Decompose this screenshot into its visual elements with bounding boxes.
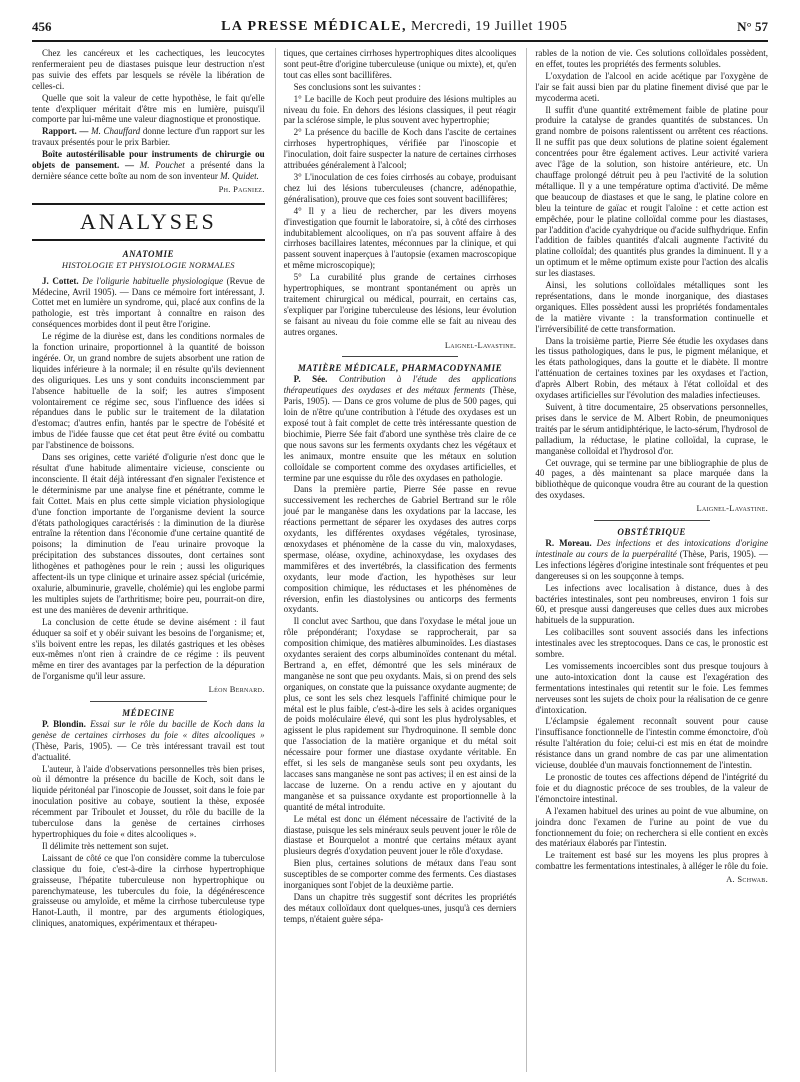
subcategory-heading: HISTOLOGIE ET PHYSIOLOGIE NORMALES	[61, 259, 235, 270]
paragraph: Bien plus, certaines solutions de métaux dans l'eau sont susceptibles de se comporter comme des ferments. Ces diastases inorganiques sont l'objet de la deuxième partie.	[283, 858, 517, 891]
entry-blondin	[32, 719, 265, 763]
entry-title: Des infections et des intoxications d'origine intestinale au cours de la puerpéralité	[535, 537, 769, 559]
page-header	[32, 14, 768, 42]
paragraph: Il délimite très nettement son sujet.	[42, 840, 169, 851]
entry-author: P. Blondin.	[42, 718, 86, 729]
category-heading: MATIÈRE MÉDICALE, PHARMACODYNAMIE	[297, 363, 503, 374]
entry-reference: (Thèse, Paris, 1905). — Dans ce gros volume de plus de 500 pages, qui loin de n'être qu'une contribution à l'étude des oxydases est un exposé tout à fait complet de cette très intéressante question de biochimie, Pierre Sée fait d'abord une synthèse très claire de ce que nous savons sur les ferments oxydants chez les végétaux et les animaux, montre ensuite que les métaux en solution colloïdale se comportent comme des oxydases artificielles, et termine par une esquisse du rôle des oxydases en pathologie.	[283, 385, 517, 483]
entry-author: P. Sée.	[293, 374, 328, 385]
paragraph: 4° Il y a lieu de rechercher, par les divers moyens d'investigation que fournit le laboratoire, si, à côté des cirrhoses indubitablement alcooliques, on n'a pas souvent affaire à des cirrhoses bacillaires latentes, méconnues par la clinique, et qui passent souvent inaperçues à l'autopsie (examen macroscopique et même microscopique);	[283, 205, 517, 271]
column-middle	[275, 48, 517, 1072]
column-left	[32, 48, 265, 1072]
entry-author: R. Moreau.	[545, 537, 592, 548]
journal-masthead	[221, 19, 567, 35]
category-heading: MÉDECINE	[122, 708, 175, 719]
signature: Léon Bernard.	[208, 684, 265, 695]
paragraph: 2° La présence du bacille de Koch dans l'ascite de certaines cirrhoses hypertrophiques, vérifiée par l'inoscopie et l'inoculation, doit faire suspecter la nature de certaines cirrhoses attribuées généralement à l'alcool;	[283, 127, 517, 171]
divider	[90, 701, 206, 702]
category-heading: OBSTÉTRIQUE	[617, 527, 686, 538]
paragraph: Dans la première partie, Pierre Sée passe en revue successivement les recherches de Gabriel Bertrand sur le rôle joué par le manganèse dans les oxydations par la laccase, les réactions permettant de séparer les oxydases des autres corps oxydants, les différentes oxydases végétales, tyrosinase, œnoxydases et phénomène de la casse du vin, maloxydases, spermase, oléase, oxydine, achinoxydase, les oxydases des mammifères et des invertébrés, la classification des ferments oxydants, leur mode d'action, les hypothèses sur leur composition chimique, les réductases et les phénomènes de réversion, enfin les diastolysines ou anticorps des ferments oxydants.	[283, 484, 517, 615]
entry-title: De l'oligurie habituelle physiologique	[82, 275, 223, 286]
paragraph: Les infections avec localisation à distance, dues à des bactéries intestinales, sont peu nombreuses, environ 1 fois sur 60, et presque aussi dangereuses que celles dues aux microbes habituels de la suppuration.	[535, 582, 769, 626]
paragraph: Le régime de la diurèse est, dans les conditions normales de la fonction urinaire, proportionnel à la quantité de boisson ingérée. Or, un grand nombre de sujets absorbent une ration de liquides inférieure à la normale; il en résulte qu'ils deviennent des oliguriques. Les uns y sont conduits inconsciemment par l'absence habituelle de la soif; les autres s'imposent volontairement ce régime sec, sous l'influence des idées si répandues dans le public sur le traitement de la dilatation d'estomac; d'autres enfin, hantés par le spectre de l'obésité et imbus de l'idée fausse que cet état peut être évité ou combattu par l'abstinence de boissons.	[32, 331, 265, 451]
rapport-lead: Rapport. —	[42, 126, 89, 137]
paragraph: A l'examen habituel des urines au point de vue albumine, on joindra donc l'examen de l'urine au point de vue du fonctionnement du foie; on recherchera si elle contient en excès des matériaux élaborés par l'intestin.	[535, 805, 769, 849]
paragraph: Cet ouvrage, qui se termine par une bibliographie de plus de 40 pages, a dès maintenant sa place marquée dans la bibliothèque de quiconque voudra être au courant de la question des oxydases.	[535, 457, 769, 501]
paragraph: Ainsi, les solutions colloïdales métalliques sont les représentations, dans le monde inorganique, des diastases organiques. Elles possèdent aussi les propriétés fondamentales de la matière vivante : la transformation continuelle et l'irréversibilité de cette transformation.	[535, 280, 769, 334]
section-title: ANALYSES	[32, 203, 265, 241]
paragraph: Les vomissements incoercibles sont dus presque toujours à une auto-intoxication dont la cause est l'exagération des fermentations intestinales qui retentit sur le foie. Les femmes nerveuses sont les sujets de choix pour la réalisation de ce genre d'intoxication.	[535, 660, 769, 715]
boite-author: M. Pouchet	[139, 160, 185, 171]
entry-title: Essai sur le rôle du bacille de Koch dans la genèse de certaines cirrhoses du foie « dites alcooliques »	[32, 718, 265, 740]
paragraph: Ses conclusions sont les suivantes :	[293, 81, 421, 92]
issue-date: Mercredi, 19 Juillet 1905	[410, 19, 568, 34]
entry-reference: (Thèse, Paris, 1905). — Les infections légères d'origine intestinale sont fréquentes et peu dangereuses si on les soupçonne à temps.	[535, 548, 769, 581]
rapport-text: donne lecture d'un rapport sur les travaux présentés pour le prix Barbier.	[32, 126, 265, 148]
boite-lead: Boîte autostérilisable pour instruments de chirurgie ou objets de pansement. —	[32, 149, 265, 171]
entry-cottet	[32, 276, 265, 331]
signature: Ph. Pagniez.	[218, 183, 265, 194]
boite-inventor: M. Quidet.	[220, 170, 259, 181]
paragraph: Le métal est donc un élément nécessaire de l'activité de la diastase, puisque les sels minéraux seuls peuvent jouer le rôle de diastase et Bourquelot a montré que certains métaux ayant plusieurs degrés d'oxydation peuvent jouer le rôle d'oxydase.	[283, 813, 517, 857]
paragraph: L'auteur, à l'aide d'observations personnelles très bien prises, où il démontre la présence du bacille de Koch, soit dans le liquide péritonéal par l'inoscopie de Jousset, soit dans le foie par inoculation positive au cobaye, soutient la thèse, exposée récemment par Triboulet et Jousset, du rôle du bacille de la tuberculose dans la genèse de certaines cirrhoses hypertrophiques du foie « dites alcooliques ».	[32, 763, 265, 839]
rapport-author: M. Chauffard	[91, 126, 141, 137]
entry-title: Contribution à l'étude des applications thérapeutiques des oxydases et des métaux ferments	[283, 374, 517, 396]
paragraph: L'oxydation de l'alcool en acide acétique par l'oxygène de l'air se fait aussi bien par du platine finement divisé que par le mycoderma aceti.	[535, 70, 769, 103]
paragraph: Laissant de côté ce que l'on considère comme la tuberculose classique du foie, c'est-à-dire la cirrhose hypertrophique graisseuse, l'hépatite tuberculeuse non hypertrophique ou parenchymateuse, les tubercules du foie, la dégénérescence graisseuse ou amyloïde, et même la cirrhose tuberculeuse type Hanot-Lauth, il montre, par des arguments étiologiques, cliniques, anatomiques, expérimentaux et thérapeu-	[32, 852, 265, 929]
paragraph: Il conclut avec Sarthou, que dans l'oxydase le métal joue un rôle prépondérant; l'oxydase se rapprocherait, par sa composition chimique, des matières albuminoïdes. Les diastases oxydantes seraient des corps albuminoïdes contenant du métal. Bertrand a, en effet, démontré que les sels minéraux de manganèse ne sont que peu oxydants. Mais, si on prend des sels organiques, on constate que la puissance oxydante augmente; de plus, ce sont les sels chez lesquels l'affinité chimique pour le métal est le plus faible, c'est-à-dire les sels à acides organiques de poids moléculaire élevé, qui sont les plus hydrolysables, et agissent le plus rapidement sur l'hydroquinone. Il semble donc que l'association de la matière organique et du métal soit nécessaire pour former une diastase oxydante véritable. En effet, si les sels de manganèse seuls sont peu oxydants, les laccases sans manganèse ne sont pas actives; il en est ainsi de la laccase de luzerne. On a rendu active en y ajoutant du manganèse et sa puissance oxydante est proportionnelle à la quantité de métal introduite.	[283, 616, 517, 812]
entry-see	[284, 374, 517, 483]
paragraph: La conclusion de cette étude se devine aisément : il faut éduquer sa soif et y obéir suivant les besoins de l'organisme; et, s'ils boivent entre les repas, les dilatés gastriques et les obèses eux-mêmes n'ont rien à craindre de ce régime : ils peuvent même en tirer des avantages par la perfection de la dépuration de l'organisme qu'il leur assure.	[32, 616, 265, 682]
divider	[342, 356, 458, 357]
paragraph: 1° Le bacille de Koch peut produire des lésions multiples au niveau du foie. En dehors des lésions classiques, il peut réagir par la sclérose simple, le plus souvent avec hypertrophie;	[283, 93, 517, 126]
entry-reference: (Revue de Médecine, Avril 1905). — Dans ce mémoire fort intéressant, J. Cottet met en lumière un syndrome, qui, placé aux confins de la pathologie, est très important à connaître en raison des conséquences morbides dont il peut être l'origine.	[32, 275, 265, 330]
paragraph: 5° La curabilité plus grande de certaines cirrhoses hypertrophiques, se montrant spontanément ou après un traitement chirurgical ou médical, pourrait, en certains cas, s'expliquer par l'origine tuberculeuse des lésions, leur évolution se faisant au niveau du foie comme elle se fait au niveau des autres organes.	[283, 272, 517, 337]
divider	[594, 520, 710, 521]
journal-name: LA PRESSE MÉDICALE,	[221, 19, 407, 34]
entry-reference: (Thèse, Paris, 1905). — Ce très intéressant travail est tout d'actualité.	[32, 740, 265, 762]
paragraph: Quelle que soit la valeur de cette hypothèse, le fait qu'elle tente d'expliquer méritait d'être mis en lumière, puisqu'il comporte par lui-même une valeur diagnostique et pronostique.	[32, 92, 265, 125]
signature: A. Schwab.	[726, 874, 769, 885]
paragraph: Les colibacilles sont souvent associés dans les infections intestinales avec les streptocoques. Dans ce cas, le pronostic est sombre.	[535, 627, 769, 660]
category-heading: ANATOMIE	[122, 248, 175, 259]
paragraph: 3° L'inoculation de ces foies cirrhosés au cobaye, produisant chez lui des lésions tuberculeuses (chancre, adénopathie, généralisation), prouve que ces foies sont souvent bacillifères;	[283, 171, 517, 204]
signature: Laignel-Lavastine.	[696, 503, 769, 514]
entry-moreau	[535, 538, 768, 582]
paragraph: Dans un chapitre très suggestif sont décrites les propriétés des métaux colloïdaux dont quelques-unes, jusqu'à ces derniers temps, n'étaient guère sépa-	[283, 891, 517, 924]
signature: Laignel-Lavastine.	[444, 339, 517, 350]
rapport-paragraph	[32, 126, 265, 148]
paragraph: Chez les cancéreux et les cachectiques, les leucocytes renfermeraient peu de diastases puisque leur destruction n'est pas suivie des effets par lesquels se révèle la libération de celles-ci.	[32, 48, 265, 91]
page-number: 456	[32, 19, 52, 34]
column-right	[526, 48, 768, 1072]
paragraph: Dans la troisième partie, Pierre Sée étudie les oxydases dans les tissus pathologiques, dans le pus, le pigment mélanique, et les états pathologiques, dans la goutte et le diabète. Il montre l'atténuation de certaines toxines par les oxydases et l'action, d'après Albert Robin, des métaux à l'état colloïdal et des oxydases artificielles sur l'évolution des maladies infectieuses.	[535, 335, 769, 401]
paragraph: Le traitement est basé sur les moyens les plus propres à combattre les fermentations intestinales, à alléger le rôle du foie.	[535, 850, 769, 872]
issue-number: N° 57	[737, 19, 768, 34]
paragraph: Suivent, à titre documentaire, 25 observations personnelles, prises dans le service de M. Albert Robin, de pneumoniques traités par le sérum antidiphtérique, le lacto-sérum, l'hydrosol de palladium, la réductase, le platine colloïdal, la cuprase, le manganèse colloïdal et l'hydrosol d'or.	[535, 402, 769, 456]
paragraph: L'éclampsie également reconnaît souvent pour cause l'insuffisance fonctionnelle de l'intestin comme émonctoire, d'où résulte l'altération du foie; celui-ci est mis en état de moindre résistance dans un grand nombre de cas par une alimentation vicieuse, doublée d'un mauvais fonctionnement de l'intestin.	[535, 716, 769, 771]
entry-author: J. Cottet.	[42, 275, 79, 286]
paragraph: Dans ses origines, cette variété d'oligurie n'est donc que le résultat d'une habitude alimentaire vicieuse, consciente ou inconsciente. Il était déjà intéressant d'en signaler l'existence et le déterminisme par une analyse fine et pénétrante, comme le fait Cottet. Mais en plus cette simple viciation physiologique d'une fonction importante de l'organisme devient la source d'états pathologiques caractérisés : la diminution de la diurèse entraîne la rétention dans l'économie d'une certaine quantité de poisons; la diminution de l'eau urinaire provoque la précipitation des substances dissoutes, dont certaines sont lithogènes et pathogènes pour le rein ; aussi les oliguriques affectent-ils un type clinique et urinaire assez spécial (uricémie, oxalurie, albuminurie, gravelle, cholémie) qui les englobe parmi les multiples sujets de l'arthritisme; boire peu, pourrait-on dire, est une des manières de devenir arthritique.	[32, 452, 265, 615]
boite-text: a présenté dans la dernière séance cette boîte au nom de son inventeur	[32, 160, 265, 181]
text-columns	[32, 48, 768, 1072]
paragraph: tiques, que certaines cirrhoses hypertrophiques dites alcooliques sont peut-être d'origine tuberculeuse (unique ou mixte), et, qu'en tout cas elles sont bacillifères.	[283, 48, 517, 80]
paragraph: Il suffit d'une quantité extrêmement faible de platine pour produire la catalyse de grandes quantités de substances. Un grand nombre de poisons ralentissent ou arrêtent ces réactions. Il ne suffit pas que deux solutions de platine soient également concentrées pour être également actives. Leur activité variera avec l'âge de la solution, son histoire antérieure, etc. Un chauffage prolongé détruit peu à peu l'activité de la solution métallique. Il y a une température optima d'activité. De même que beaucoup de diastases et que le sang, le platine colore en bleu la teinture de gaïac et rougit l'aloïne : et cette action est empêchée, pour le platine colloïdal comme pour les diastases, par l'addition d'acide cyahydrique ou d'acide sulfhydrique. Enfin l'addition de faibles quantités d'alcali augmente l'activité du platine colloïdal; des quantités plus grandes la diminuent. Il y a un optimum et le même optimum existe pour l'action des alcalis sur les diastases.	[535, 104, 769, 279]
paragraph: Le pronostic de toutes ces affections dépend de l'intégrité du foie et du diagnostic précoce de ses troubles, de la valeur de l'émonctoire intestinal.	[535, 772, 769, 804]
boite-paragraph	[32, 149, 265, 182]
paragraph: rables de la notion de vie. Ces solutions colloïdales possèdent, en effet, toutes les propriétés des ferments solubles.	[535, 48, 769, 69]
